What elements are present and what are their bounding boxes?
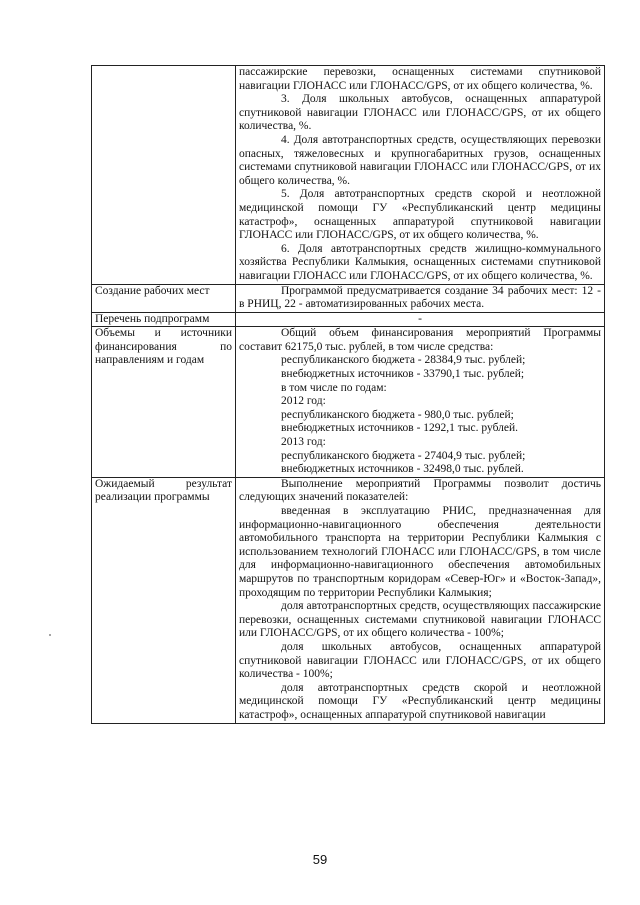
financing-line: внебюджетных источников - 33790,1 тыс. рублей; [281, 368, 525, 381]
result-text: доля автотранспортных средств, осуществляющих пассажирские перевозки, оснащенных системами спутниковой навигации ГЛОНАСС или ГЛОНАСС/GPS, от их общего количества - 100%; [239, 600, 601, 640]
indicators-cell [236, 66, 605, 285]
indicator-text: 5. Доля автотранспортных средств скорой и неотложной медицинской помощи ГУ «Республиканский центр медицины катастроф», оснащенных аппаратурой спутниковой навигации ГЛОНАСС или ГЛОНАСС/GPS, от их общего количества, %. [239, 188, 601, 242]
financing-line: республиканского бюджета - 980,0 тыс. рублей; [281, 408, 514, 421]
indicator-text: пассажирские перевозки, оснащенных системами спутниковой навигации ГЛОНАСС или ГЛОНАСС/GPS, от их общего количества, %. [239, 66, 601, 92]
financing-line: внебюджетных источников - 1292,1 тыс. рублей. [281, 422, 519, 435]
financing-line: республиканского бюджета - 28384,9 тыс. рублей; [281, 354, 526, 367]
indicator-text: 3. Доля школьных автобусов, оснащенных аппаратурой спутниковой навигации ГЛОНАСС или ГЛОНАСС/GPS, от их общего количества, %. [239, 93, 601, 133]
financing-line: внебюджетных источников - 32498,0 тыс. рублей. [281, 463, 524, 476]
financing-line: 2013 год: [281, 436, 326, 449]
jobs-text: Программой предусматривается создание 34 рабочих мест: 12 - в РНИЦ, 22 - автоматизированных рабочих места. [239, 284, 601, 311]
page-number: 59 [312, 852, 328, 867]
financing-cell [236, 327, 605, 478]
expected-result-cell [236, 477, 605, 723]
financing-intro: Общий объем финансирования мероприятий Программы составит 62175,0 тыс. рублей, в том числе средства: [239, 327, 601, 353]
result-text: Выполнение мероприятий Программы позволит достичь следующих значений показателей: [239, 477, 601, 504]
financing-line: республиканского бюджета - 27404,9 тыс. рублей; [281, 449, 526, 462]
table-row [92, 284, 605, 312]
table-row [92, 327, 605, 478]
subprograms-value: - [418, 312, 422, 325]
row-label-subprograms: Перечень подпрограмм [92, 312, 236, 327]
row-label-financing: Объемы и источники финансирования по направлениям и годам [92, 327, 236, 478]
row-label-jobs: Создание рабочих мест [92, 284, 236, 312]
row-label-expected-result: Ожидаемый результат реализации программы [92, 477, 236, 723]
result-text: доля школьных автобусов, оснащенных аппаратурой спутниковой навигации ГЛОНАСС или ГЛОНАСС/GPS, от их общего количества - 100%; [239, 640, 601, 681]
indicator-text: 6. Доля автотранспортных средств жилищно-коммунального хозяйства Республики Калмыкия, оснащенных системами спутниковой навигации ГЛОНАСС или ГЛОНАСС/GPS, от их общего количества, %. [239, 242, 601, 282]
result-text: доля автотранспортных средств скорой и неотложной медицинской помощи ГУ «Республиканский центр медицины катастроф», оснащенных аппаратурой спутниковой навигации [239, 681, 601, 721]
subprograms-cell [236, 312, 605, 327]
row-label-empty [92, 66, 236, 285]
financing-line: в том числе по годам: [281, 381, 387, 394]
indicator-text: 4. Доля автотранспортных средств, осуществляющих перевозки опасных, тяжеловесных и крупногабаритных грузов, оснащенных системами спутниковой навигации ГЛОНАСС или ГЛОНАСС/GPS, от их общего количества, %. [239, 133, 601, 187]
financing-line: 2012 год: [281, 395, 326, 408]
result-text: введенная в эксплуатацию РНИС, предназначенная для информационно-навигационного обеспечения деятельности автомобильного транспорта на территории Республики Калмыкия с использованием технологий ГЛОНАСС или ГЛОНАСС/GPS, в том числе для информационно-навигационного обеспечения автомобильных маршрутов по транспортным коридорам «Север-Юг» и «Восток-Запад», проходящим по территории Республики Калмыкия; [239, 505, 601, 599]
scan-speck [49, 634, 51, 636]
table-row [92, 477, 605, 723]
jobs-cell [236, 284, 605, 312]
table-row [92, 66, 605, 285]
program-passport-table [91, 65, 605, 724]
table-row [92, 312, 605, 327]
